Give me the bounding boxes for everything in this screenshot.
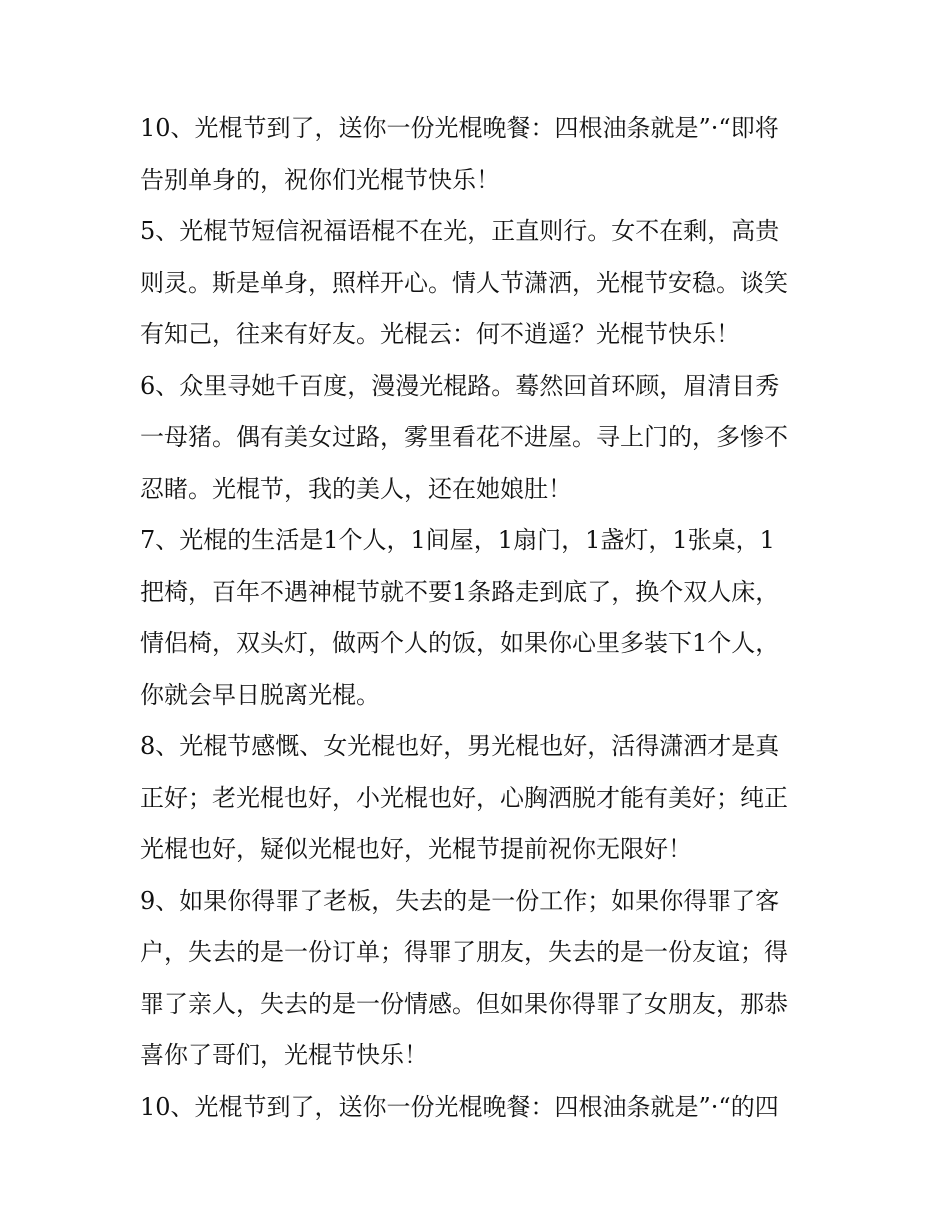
text-line-10: 把椅，百年不遇神棍节就不要1条路走到底了，换个双人床， [140, 578, 780, 606]
text-line-13: 8、光棍节感慨、女光棍也好，男光棍也好，活得潇洒才是真 [140, 732, 780, 760]
text-line-2: 告别单身的，祝你们光棍节快乐！ [140, 166, 500, 194]
text-line-11: 情侣椅，双头灯，做两个人的饭，如果你心里多装下1个人， [140, 629, 780, 657]
text-line-4: 则灵。斯是单身，照样开心。情人节潇洒，光棍节安稳。谈笑 [140, 269, 788, 297]
text-line-20: 10、光棍节到了，送你一份光棍晚餐：四根油条就是”·“的四 [140, 1093, 779, 1121]
text-line-12: 你就会早日脱离光棍。 [140, 681, 380, 709]
text-line-3: 5、光棍节短信祝福语棍不在光，正直则行。女不在剩，高贵 [140, 217, 780, 245]
text-line-17: 户，失去的是一份订单；得罪了朋友，失去的是一份友谊；得 [140, 938, 788, 966]
text-line-15: 光棍也好，疑似光棍也好，光棍节提前祝你无限好！ [140, 835, 692, 863]
text-line-1: 10、光棍节到了，送你一份光棍晚餐：四根油条就是”·“即将 [140, 114, 779, 142]
text-line-19: 喜你了哥们，光棍节快乐！ [140, 1041, 428, 1069]
text-line-14: 正好；老光棍也好，小光棍也好，心胸洒脱才能有美好；纯正 [140, 784, 788, 812]
text-line-7: 一母猪。偶有美女过路，雾里看花不进屋。寻上门的，多惨不 [140, 423, 788, 451]
text-line-8: 忍睹。光棍节，我的美人，还在她娘肚！ [140, 475, 572, 503]
text-line-16: 9、如果你得罪了老板，失去的是一份工作；如果你得罪了客 [140, 887, 780, 915]
text-line-5: 有知己，往来有好友。光棍云：何不逍遥？光棍节快乐！ [140, 320, 740, 348]
text-line-9: 7、光棍的生活是1个人，1间屋，1扇门，1盏灯，1张桌，1 [140, 526, 775, 554]
text-line-6: 6、众里寻她千百度，漫漫光棍路。蓦然回首环顾，眉清目秀 [140, 372, 780, 400]
text-line-18: 罪了亲人，失去的是一份情感。但如果你得罪了女朋友，那恭 [140, 990, 788, 1018]
